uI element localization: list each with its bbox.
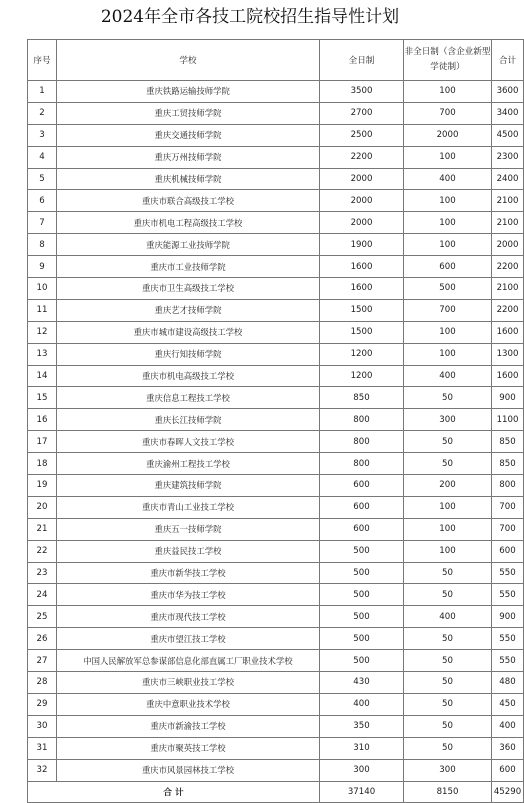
cell-school: 重庆渝州工程技工学校 (57, 453, 320, 475)
cell-parttime: 100 (404, 343, 492, 365)
table-row (28, 409, 524, 431)
table-row (28, 387, 524, 409)
cell-parttime: 50 (404, 453, 492, 475)
cell-school: 重庆工贸技师学院 (57, 102, 320, 124)
cell-school: 重庆市新华技工学校 (57, 562, 320, 584)
table-row (28, 256, 524, 278)
cell-total: 550 (492, 562, 524, 584)
cell-school: 重庆建筑技师学院 (57, 475, 320, 497)
cell-parttime: 400 (404, 168, 492, 190)
cell-fulltime: 800 (320, 431, 404, 453)
cell-parttime: 50 (404, 387, 492, 409)
cell-fulltime: 1500 (320, 321, 404, 343)
cell-school: 重庆市春晖人文技工学校 (57, 431, 320, 453)
cell-index: 20 (28, 496, 57, 518)
cell-index: 1 (28, 81, 57, 103)
table-row (28, 343, 524, 365)
cell-total: 400 (492, 715, 524, 737)
table-row (28, 212, 524, 234)
table-body (28, 81, 524, 782)
cell-fulltime: 500 (320, 628, 404, 650)
cell-fulltime: 1600 (320, 256, 404, 278)
cell-parttime: 100 (404, 540, 492, 562)
cell-index: 4 (28, 146, 57, 168)
footer-grand-total: 45290 (492, 781, 524, 802)
cell-fulltime: 300 (320, 759, 404, 781)
cell-total: 2100 (492, 212, 524, 234)
cell-index: 10 (28, 278, 57, 300)
cell-parttime: 50 (404, 431, 492, 453)
cell-school: 重庆万州技师学院 (57, 146, 320, 168)
cell-school: 重庆市城市建设高级技工学校 (57, 321, 320, 343)
cell-index: 7 (28, 212, 57, 234)
cell-index: 21 (28, 518, 57, 540)
table-row (28, 496, 524, 518)
cell-index: 11 (28, 299, 57, 321)
table-row (28, 146, 524, 168)
cell-parttime: 600 (404, 256, 492, 278)
cell-total: 2000 (492, 234, 524, 256)
cell-school: 重庆市联合高级技工学校 (57, 190, 320, 212)
cell-fulltime: 600 (320, 496, 404, 518)
cell-index: 18 (28, 453, 57, 475)
cell-total: 2400 (492, 168, 524, 190)
cell-fulltime: 400 (320, 693, 404, 715)
cell-total: 850 (492, 431, 524, 453)
cell-total: 900 (492, 387, 524, 409)
cell-parttime: 100 (404, 496, 492, 518)
cell-school: 重庆艺才技师学院 (57, 299, 320, 321)
cell-parttime: 100 (404, 81, 492, 103)
cell-school: 重庆市新渝技工学校 (57, 715, 320, 737)
cell-index: 19 (28, 475, 57, 497)
cell-index: 12 (28, 321, 57, 343)
cell-school: 重庆长江技师学院 (57, 409, 320, 431)
cell-school: 重庆市机电高级技工学校 (57, 365, 320, 387)
cell-index: 25 (28, 606, 57, 628)
table-row (28, 453, 524, 475)
cell-parttime: 50 (404, 650, 492, 672)
table-row (28, 759, 524, 781)
cell-parttime: 100 (404, 518, 492, 540)
cell-fulltime: 800 (320, 409, 404, 431)
cell-fulltime: 350 (320, 715, 404, 737)
cell-index: 24 (28, 584, 57, 606)
cell-fulltime: 1500 (320, 299, 404, 321)
table-row (28, 168, 524, 190)
cell-fulltime: 850 (320, 387, 404, 409)
cell-total: 1100 (492, 409, 524, 431)
cell-total: 4500 (492, 124, 524, 146)
cell-school: 重庆益民技工学校 (57, 540, 320, 562)
cell-school: 重庆中意职业技术学校 (57, 693, 320, 715)
cell-index: 9 (28, 256, 57, 278)
cell-parttime: 500 (404, 278, 492, 300)
cell-school: 重庆五一技师学院 (57, 518, 320, 540)
cell-total: 3600 (492, 81, 524, 103)
cell-fulltime: 2000 (320, 190, 404, 212)
cell-school: 重庆市工业技师学院 (57, 256, 320, 278)
cell-total: 600 (492, 759, 524, 781)
table-row (28, 540, 524, 562)
cell-fulltime: 500 (320, 540, 404, 562)
cell-index: 14 (28, 365, 57, 387)
table-row (28, 606, 524, 628)
cell-fulltime: 1200 (320, 365, 404, 387)
table-row (28, 190, 524, 212)
cell-index: 23 (28, 562, 57, 584)
cell-school: 重庆市青山工业技工学校 (57, 496, 320, 518)
cell-parttime: 100 (404, 321, 492, 343)
cell-parttime: 2000 (404, 124, 492, 146)
table-row (28, 672, 524, 694)
cell-total: 550 (492, 650, 524, 672)
cell-school: 重庆市卫生高级技工学校 (57, 278, 320, 300)
cell-fulltime: 2000 (320, 168, 404, 190)
cell-total: 2300 (492, 146, 524, 168)
cell-parttime: 100 (404, 212, 492, 234)
table-header-row (28, 40, 524, 81)
cell-total: 700 (492, 496, 524, 518)
cell-total: 3400 (492, 102, 524, 124)
table-row (28, 299, 524, 321)
cell-index: 27 (28, 650, 57, 672)
cell-parttime: 50 (404, 584, 492, 606)
cell-parttime: 200 (404, 475, 492, 497)
cell-total: 600 (492, 540, 524, 562)
cell-school: 重庆市聚英技工学校 (57, 737, 320, 759)
cell-school: 重庆市望江技工学校 (57, 628, 320, 650)
cell-fulltime: 600 (320, 475, 404, 497)
cell-fulltime: 3500 (320, 81, 404, 103)
cell-school: 重庆铁路运输技师学院 (57, 81, 320, 103)
cell-index: 16 (28, 409, 57, 431)
cell-fulltime: 2000 (320, 212, 404, 234)
cell-parttime: 400 (404, 365, 492, 387)
table-row (28, 431, 524, 453)
cell-school: 重庆能源工业技师学院 (57, 234, 320, 256)
cell-parttime: 50 (404, 672, 492, 694)
cell-total: 480 (492, 672, 524, 694)
cell-parttime: 300 (404, 759, 492, 781)
table-row (28, 518, 524, 540)
cell-total: 2100 (492, 278, 524, 300)
cell-school: 重庆信息工程技工学校 (57, 387, 320, 409)
cell-fulltime: 2500 (320, 124, 404, 146)
cell-index: 3 (28, 124, 57, 146)
cell-parttime: 100 (404, 146, 492, 168)
cell-index: 6 (28, 190, 57, 212)
header-school: 学校 (57, 40, 320, 81)
cell-fulltime: 1900 (320, 234, 404, 256)
footer-total-label: 合 计 (28, 781, 320, 802)
cell-index: 22 (28, 540, 57, 562)
cell-total: 2200 (492, 256, 524, 278)
table-footer-row (28, 781, 524, 802)
cell-index: 28 (28, 672, 57, 694)
header-total: 合计 (492, 40, 524, 81)
footer-fulltime-sum: 37140 (320, 781, 404, 802)
cell-parttime: 400 (404, 606, 492, 628)
cell-fulltime: 2200 (320, 146, 404, 168)
cell-fulltime: 800 (320, 453, 404, 475)
cell-parttime: 50 (404, 562, 492, 584)
cell-total: 2100 (492, 190, 524, 212)
cell-total: 2200 (492, 299, 524, 321)
cell-index: 29 (28, 693, 57, 715)
table-row (28, 124, 524, 146)
cell-total: 800 (492, 475, 524, 497)
cell-total: 1300 (492, 343, 524, 365)
cell-index: 5 (28, 168, 57, 190)
header-parttime: 非全日制（含企业新型学徒制） (404, 40, 492, 81)
cell-total: 850 (492, 453, 524, 475)
cell-index: 31 (28, 737, 57, 759)
page-title: 2024年全市各技工院校招生指导性计划 (100, 7, 400, 27)
cell-index: 17 (28, 431, 57, 453)
cell-total: 450 (492, 693, 524, 715)
cell-fulltime: 500 (320, 562, 404, 584)
cell-school: 重庆市现代技工学校 (57, 606, 320, 628)
cell-index: 8 (28, 234, 57, 256)
table-row (28, 321, 524, 343)
cell-fulltime: 1200 (320, 343, 404, 365)
cell-parttime: 100 (404, 234, 492, 256)
table-row (28, 234, 524, 256)
cell-school: 重庆行知技师学院 (57, 343, 320, 365)
cell-fulltime: 600 (320, 518, 404, 540)
enrollment-plan-table (27, 39, 524, 803)
cell-parttime: 50 (404, 737, 492, 759)
cell-school: 中国人民解放军总参谋部信息化部直属工厂职业技术学校 (57, 650, 320, 672)
cell-total: 550 (492, 628, 524, 650)
cell-school: 重庆市华为技工学校 (57, 584, 320, 606)
cell-total: 900 (492, 606, 524, 628)
cell-school: 重庆市机电工程高级技工学校 (57, 212, 320, 234)
table-row (28, 584, 524, 606)
table-row (28, 650, 524, 672)
cell-fulltime: 2700 (320, 102, 404, 124)
cell-parttime: 100 (404, 190, 492, 212)
cell-total: 700 (492, 518, 524, 540)
cell-total: 1600 (492, 365, 524, 387)
table-row (28, 715, 524, 737)
table-row (28, 81, 524, 103)
header-fulltime: 全日制 (320, 40, 404, 81)
cell-fulltime: 500 (320, 606, 404, 628)
cell-school: 重庆机械技师学院 (57, 168, 320, 190)
footer-parttime-sum: 8150 (404, 781, 492, 802)
cell-index: 32 (28, 759, 57, 781)
cell-total: 1600 (492, 321, 524, 343)
cell-fulltime: 310 (320, 737, 404, 759)
cell-parttime: 700 (404, 102, 492, 124)
header-index: 序号 (28, 40, 57, 81)
cell-school: 重庆市三峡职业技工学校 (57, 672, 320, 694)
table-row (28, 475, 524, 497)
cell-fulltime: 500 (320, 584, 404, 606)
cell-parttime: 50 (404, 628, 492, 650)
cell-index: 15 (28, 387, 57, 409)
cell-parttime: 50 (404, 693, 492, 715)
table-row (28, 628, 524, 650)
cell-fulltime: 430 (320, 672, 404, 694)
cell-parttime: 700 (404, 299, 492, 321)
cell-index: 13 (28, 343, 57, 365)
cell-fulltime: 500 (320, 650, 404, 672)
table-row (28, 562, 524, 584)
cell-total: 550 (492, 584, 524, 606)
cell-index: 2 (28, 102, 57, 124)
cell-school: 重庆交通技师学院 (57, 124, 320, 146)
cell-fulltime: 1600 (320, 278, 404, 300)
cell-index: 30 (28, 715, 57, 737)
table-row (28, 365, 524, 387)
cell-index: 26 (28, 628, 57, 650)
table-row (28, 278, 524, 300)
table-row (28, 737, 524, 759)
cell-parttime: 50 (404, 715, 492, 737)
cell-school: 重庆市风景园林技工学校 (57, 759, 320, 781)
table-row (28, 102, 524, 124)
table-row (28, 693, 524, 715)
cell-parttime: 300 (404, 409, 492, 431)
cell-total: 360 (492, 737, 524, 759)
